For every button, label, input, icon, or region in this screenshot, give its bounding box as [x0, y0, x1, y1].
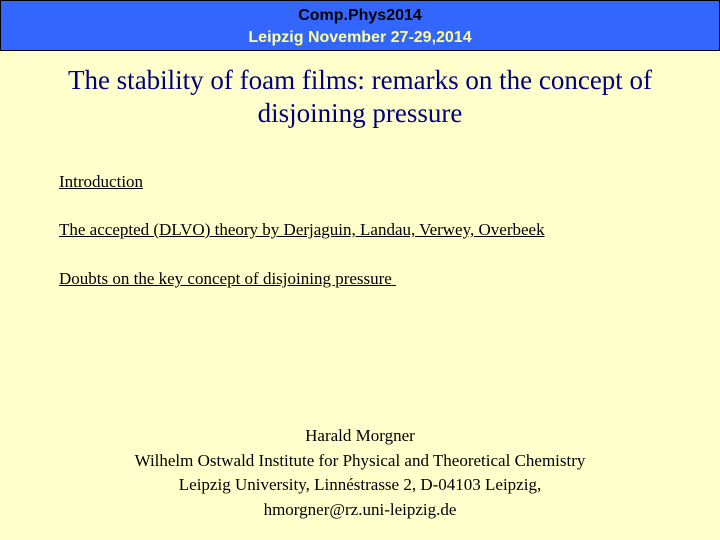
author-email: hmorgner@rz.uni-leipzig.de — [263, 499, 457, 519]
slide-title-line2: disjoining pressure — [257, 98, 463, 128]
slide-title — [20, 64, 700, 130]
agenda-item-disjoining-pressure[interactable]: Doubts on the key concept of disjoining pressure — [59, 269, 397, 288]
author-name: Harald Morgner — [305, 426, 415, 445]
author-institute: Wilhelm Ostwald Institute for Physical and Theoretical Chemistry — [134, 450, 586, 470]
author-block — [60, 424, 660, 522]
agenda-item-introduction[interactable]: Introduction — [59, 172, 144, 191]
conference-name: Comp.Phys2014 — [298, 7, 422, 24]
conference-date-location: Leipzig November 27-29,2014 — [248, 29, 472, 46]
slide-title-line1: The stability of foam films: remarks on the concept of — [67, 65, 653, 95]
agenda-item-dlvo-theory[interactable]: The accepted (DLVO) theory by Derjaguin, Landau, Verwey, Overbeek — [59, 220, 545, 239]
author-address: Leipzig University, Linnéstrasse 2, D-04103 Leipzig, — [178, 475, 542, 494]
conference-header — [0, 0, 720, 51]
